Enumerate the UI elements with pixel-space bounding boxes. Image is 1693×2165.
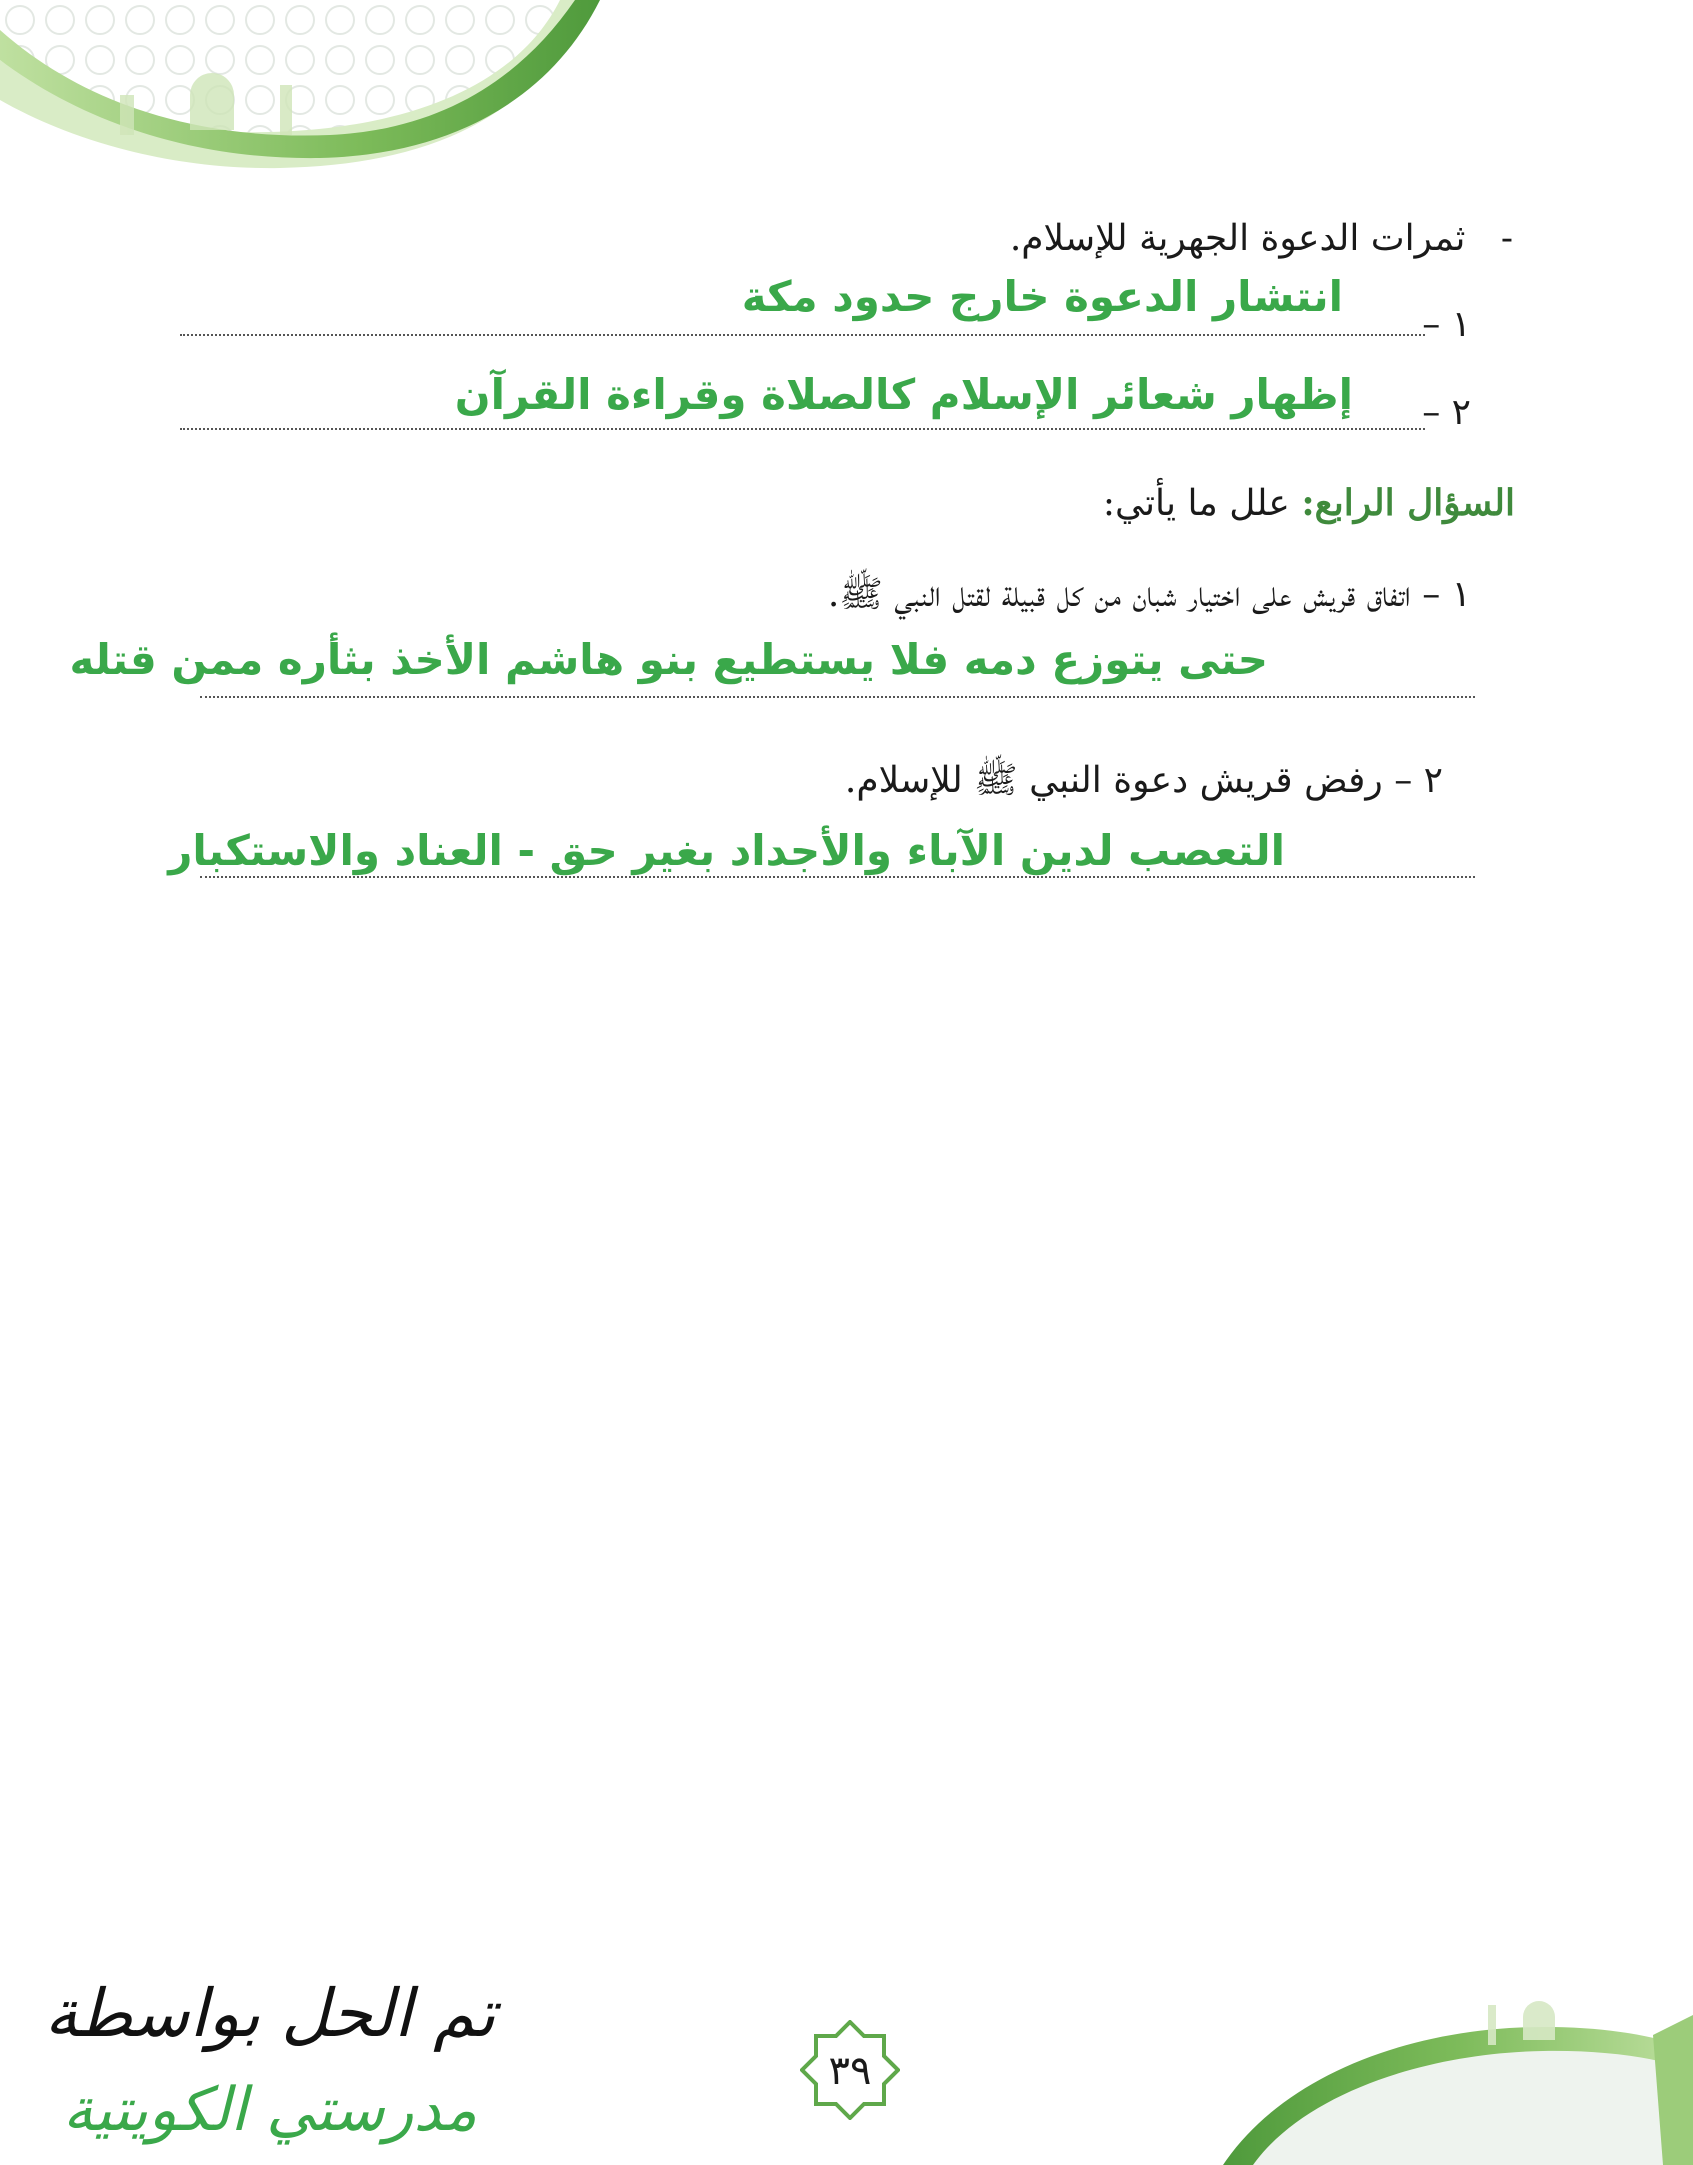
fruit-answer-2: إظهار شعائر الإسلام كالصلاة وقراءة القرآن — [454, 370, 1353, 419]
question-four-heading — [1103, 482, 1515, 524]
signature-line-1: تم الحل بواسطة — [44, 1975, 496, 2052]
question-four-label: السؤال الرابع: — [1301, 482, 1515, 524]
fruit-number-1: ١ – — [1422, 304, 1471, 345]
signature-line-2: مدرستي الكويتية — [62, 2075, 478, 2145]
question-item-2-prompt: ٢ – رفض قريش دعوة النبي ﷺ للإسلام. — [844, 760, 1443, 801]
question-item-1-answer: حتى يتوزع دمه فلا يستطيع بنو هاشم الأخذ بثأره ممن قتله — [69, 635, 1268, 684]
section-title-text: ثمرات الدعوة الجهرية للإسلام. — [1009, 218, 1466, 259]
page-number: ٣٩ — [828, 2048, 872, 2094]
question-item-2-answer: التعصب لدين الآباء والأجداد بغير حق - العناد والاستكبار — [168, 826, 1285, 875]
bottom-decorative-ornament — [1223, 1995, 1693, 2165]
section-title — [1010, 218, 1513, 259]
fruit-answer-1: انتشار الدعوة خارج حدود مكة — [741, 272, 1343, 321]
answer-line-3 — [200, 696, 1475, 698]
answer-line-4 — [200, 876, 1475, 878]
answer-line-1 — [180, 334, 1425, 336]
section-title-dash: - — [1500, 218, 1513, 259]
question-four-text: علل ما يأتي: — [1102, 483, 1290, 524]
top-decorative-ornament — [0, 0, 600, 180]
answer-line-2 — [180, 428, 1425, 430]
question-item-1-prompt: ١ – اتفاق قريش على اختيار شبان من كل قبيلة لقتل النبي ﷺ. — [827, 574, 1471, 615]
fruit-number-2: ٢ – — [1422, 392, 1471, 433]
